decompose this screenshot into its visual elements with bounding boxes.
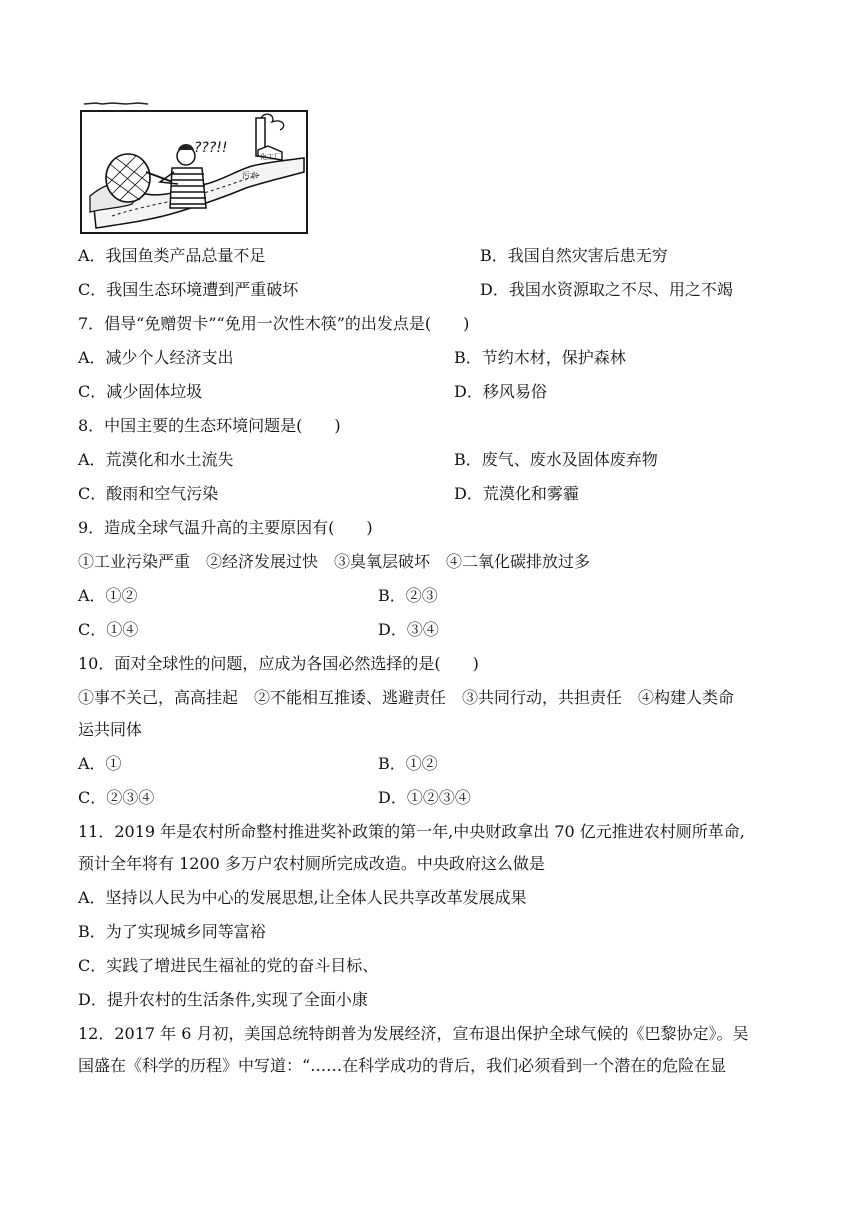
pollution-cartoon — [80, 110, 308, 234]
factory-label: 化工厂 — [260, 153, 281, 161]
q9-option-d: D．③④ — [378, 620, 439, 639]
q9-option-a: A．①② — [78, 586, 138, 605]
q7-option-b: B．节约木材，保护森林 — [454, 348, 626, 367]
q7-option-c: C．减少固体垃圾 — [78, 382, 203, 401]
q10-items-line2: 运共同体 — [78, 720, 143, 739]
q7-stem: 7．倡导“免赠贺卡”“免用一次性木筷”的出发点是( ) — [78, 314, 470, 333]
q10-stem: 10．面对全球性的问题，应成为各国必然选择的是( ) — [78, 654, 479, 673]
q9-option-c: C．①④ — [78, 620, 139, 639]
q6-option-b: B．我国自然灾害后患无穷 — [480, 246, 668, 265]
q8-option-b: B．废气、废水及固体废弃物 — [454, 450, 658, 469]
q8-option-a: A．荒漠化和水土流失 — [78, 450, 234, 469]
q6-option-c: C．我国生态环境遭到严重破坏 — [78, 280, 299, 299]
q11-option-a: A．坚持以人民为中心的发展思想,让全体人民共享改革发展成果 — [78, 888, 527, 907]
q12-stem-line2: 国盛在《科学的历程》中写道：“……在科学成功的背后，我们必须看到一个潜在的危险在显 — [78, 1056, 727, 1075]
q6-option-d: D．我国水资源取之不尽、用之不竭 — [480, 280, 733, 299]
q8-option-c: C．酸雨和空气污染 — [78, 484, 219, 503]
q10-option-d: D．①②③④ — [378, 788, 471, 807]
q8-option-d: D．荒漠化和雾霾 — [454, 484, 579, 503]
q12-stem-line1: 12．2017 年 6 月初，美国总统特朗普为发展经济，宣布退出保护全球气候的《巴黎协定》。吴 — [78, 1024, 749, 1043]
q9-items: ①工业污染严重 ②经济发展过快 ③臭氧层破坏 ④二氧化碳排放过多 — [78, 552, 591, 571]
cartoon-drawing — [82, 112, 306, 232]
q9-stem: 9．造成全球气温升高的主要原因有( ) — [78, 518, 373, 537]
q6-option-a: A．我国鱼类产品总量不足 — [78, 246, 266, 265]
q10-option-c: C．②③④ — [78, 788, 155, 807]
q7-option-d: D．移风易俗 — [454, 382, 547, 401]
scribble-mark — [82, 100, 150, 106]
river-label: 污水 — [242, 171, 258, 180]
q10-items-line1: ①事不关己，高高挂起 ②不能相互推诿、逃避责任 ③共同行动，共担责任 ④构建人类命 — [78, 688, 735, 707]
q11-option-c: C．实践了增进民生福祉的党的奋斗目标、 — [78, 956, 379, 975]
q11-stem-line2: 预计全年将有 1200 多万户农村厕所完成改造。中央政府这么做是 — [78, 854, 545, 873]
q9-option-b: B．②③ — [378, 586, 438, 605]
q11-option-d: D．提升农村的生活条件,实现了全面小康 — [78, 990, 368, 1009]
question-marks: ???!! — [194, 140, 228, 156]
q10-option-b: B．①② — [378, 754, 438, 773]
q7-option-a: A．减少个人经济支出 — [78, 348, 234, 367]
q11-option-b: B．为了实现城乡同等富裕 — [78, 922, 266, 941]
q11-stem-line1: 11．2019 年是农村所命整村推进奖补政策的第一年,中央财政拿出 70 亿元推进农村厕所革命, — [78, 822, 745, 841]
q10-option-a: A．① — [78, 754, 122, 773]
q8-stem: 8．中国主要的生态环境问题是( ) — [78, 416, 341, 435]
